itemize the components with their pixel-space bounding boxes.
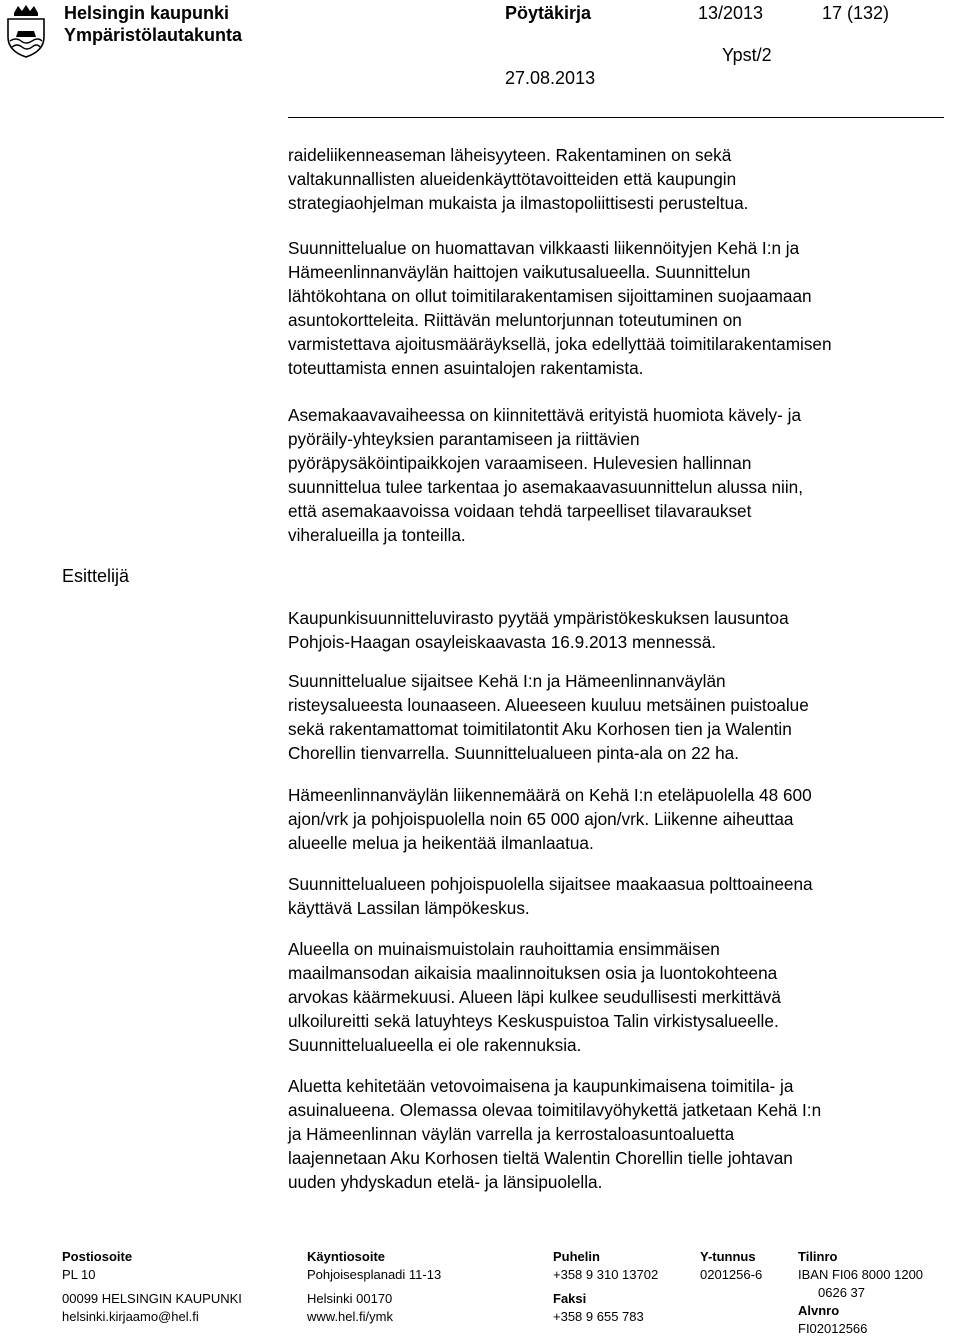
footer-label: Tilinro bbox=[798, 1249, 838, 1264]
text-line: Hämeenlinnanväylän haittojen vaikutusalueella. Suunnittelun bbox=[288, 262, 751, 282]
footer-label: Y-tunnus bbox=[700, 1249, 756, 1264]
org-name: Helsingin kaupunki bbox=[64, 3, 230, 23]
document-number: 13/2013 bbox=[698, 3, 764, 23]
text-line: Alueella on muinaismuistolain rauhoittamia ensimmäisen bbox=[288, 939, 720, 959]
paragraph-4 bbox=[288, 606, 948, 654]
helsinki-coat-of-arms-logo bbox=[4, 3, 48, 58]
footer-web-link[interactable]: www.hel.fi/ymk bbox=[307, 1309, 393, 1324]
footer-value: FI02012566 bbox=[798, 1321, 868, 1336]
page-number: 17 (132) bbox=[822, 3, 890, 23]
text-line: valtakunnallisten alueidenkäyttötavoitteiden että kaupungin bbox=[288, 169, 737, 189]
text-line: pyöräpysäköintipaikkojen varaamiseen. Hulevesien hallinnan bbox=[288, 453, 752, 473]
text-line: suunnittelua tulee tarkentaa jo asemakaavasuunnittelun alussa niin, bbox=[288, 477, 804, 497]
footer-value: 0201256-6 bbox=[700, 1267, 763, 1282]
text-line: strategiaohjelman mukaista ja ilmastopoliittisesti perusteltua. bbox=[288, 193, 749, 213]
text-line: Chorellin tienvarrella. Suunnittelualueen pinta-ala on 22 ha. bbox=[288, 743, 739, 763]
footer-label: Puhelin bbox=[553, 1249, 600, 1264]
paragraph-9 bbox=[288, 1074, 948, 1194]
text-line: ja Hämeenlinnan väylän varrella ja kerrostaloasuntoaluetta bbox=[288, 1124, 735, 1144]
paragraph-5 bbox=[288, 669, 948, 765]
document-type: Pöytäkirja bbox=[505, 3, 592, 23]
footer-value: +358 9 655 783 bbox=[553, 1309, 644, 1324]
paragraph-3 bbox=[288, 403, 948, 547]
footer-value: +358 9 310 13702 bbox=[553, 1267, 659, 1282]
text-line: Kaupunkisuunnitteluvirasto pyytää ympäristökeskuksen lausuntoa bbox=[288, 608, 789, 628]
paragraph-1 bbox=[288, 143, 948, 215]
text-line: Hämeenlinnanväylän liikennemäärä on Kehä I:n eteläpuolella 48 600 bbox=[288, 785, 812, 805]
footer-email-link[interactable]: helsinki.kirjaamo@hel.fi bbox=[62, 1309, 199, 1324]
footer-value: IBAN FI06 8000 1200 bbox=[798, 1267, 924, 1282]
text-line: asuinalueena. Olemassa olevaa toimitilavyöhykettä jatketaan Kehä I:n bbox=[288, 1100, 822, 1120]
committee-name: Ympäristölautakunta bbox=[64, 25, 243, 45]
text-line: viheralueilla ja tonteilla. bbox=[288, 525, 466, 545]
paragraph-6 bbox=[288, 783, 948, 855]
text-line: varmistettava ajoitusmääräyksellä, joka edellyttää toimitilarakentamisen bbox=[288, 334, 832, 354]
text-line: Suunnittelualueen pohjoispuolella sijaitsee maakaasua polttoaineena bbox=[288, 874, 813, 894]
text-line: asuntokortteleita. Riittävän meluntorjunnan toteutuminen on bbox=[288, 310, 742, 330]
text-line: risteysalueesta lounaaseen. Alueeseen kuuluu metsäinen puistoalue bbox=[288, 695, 809, 715]
footer-label: Käyntiosoite bbox=[307, 1249, 386, 1264]
text-line: sekä rakentamattomat toimitilatontit Aku Korhosen tien ja Walentin bbox=[288, 719, 792, 739]
text-line: Asemakaavavaiheessa on kiinnitettävä erityistä huomiota kävely- ja bbox=[288, 405, 802, 425]
text-line: Suunnittelualue sijaitsee Kehä I:n ja Hämeenlinnanväylän bbox=[288, 671, 726, 691]
meeting-date: 27.08.2013 bbox=[505, 68, 596, 88]
footer-postal bbox=[62, 1248, 242, 1326]
text-line: Pohjois-Haagan osayleiskaavasta 16.9.2013 mennessä. bbox=[288, 632, 717, 652]
presenter-label: Esittelijä bbox=[62, 566, 130, 586]
text-line: arvokas käärmekuusi. Alueen läpi kulkee seudullisesti merkittävä bbox=[288, 987, 781, 1007]
text-line: toteuttamista ennen asuintalojen rakentamista. bbox=[288, 358, 644, 378]
text-line: Aluetta kehitetään vetovoimaisena ja kaupunkimaisena toimitila- ja bbox=[288, 1076, 794, 1096]
text-line: laajennetaan Aku Korhosen tieltä Walentin Chorellin tielle johtavan bbox=[288, 1148, 793, 1168]
footer-label: Alvnro bbox=[798, 1303, 840, 1318]
text-line: maailmansodan aikaisia maalinnoituksen osia ja luontokohteena bbox=[288, 963, 778, 983]
text-line: ulkoilureitti sekä latuyhteys Keskuspuistoa Talin virkistysalueelle. bbox=[288, 1011, 779, 1031]
footer-value: 0626 37 bbox=[818, 1285, 865, 1300]
footer-value: 00099 HELSINGIN KAUPUNKI bbox=[62, 1291, 242, 1306]
footer-label: Faksi bbox=[553, 1291, 587, 1306]
paragraph-7 bbox=[288, 872, 948, 920]
text-line: Suunnittelualue on huomattavan vilkkaasti liikennöityjen Kehä I:n ja bbox=[288, 238, 800, 258]
footer-phone bbox=[553, 1248, 658, 1326]
text-line: lähtökohtana on ollut toimitilarakentamisen sijoittaminen suojaamaan bbox=[288, 286, 812, 306]
paragraph-2 bbox=[288, 236, 948, 380]
text-line: uuden yhdyskadun etelä- ja länsipuolella. bbox=[288, 1172, 603, 1192]
agenda-item-code: Ypst/2 bbox=[722, 45, 772, 65]
text-line: raideliikenneaseman läheisyyteen. Rakentaminen on sekä bbox=[288, 145, 732, 165]
text-line: Suunnittelualueella ei ole rakennuksia. bbox=[288, 1035, 582, 1055]
footer-visiting bbox=[307, 1248, 441, 1326]
text-line: käyttävä Lassilan lämpökeskus. bbox=[288, 898, 530, 918]
text-line: alueelle melua ja heikentää ilmanlaatua. bbox=[288, 833, 594, 853]
paragraph-8 bbox=[288, 937, 948, 1057]
footer-value: PL 10 bbox=[62, 1267, 96, 1282]
footer-value: Helsinki 00170 bbox=[307, 1291, 393, 1306]
text-line: että asemakaavoissa voidaan tehdä tarpeelliset tilavaraukset bbox=[288, 501, 752, 521]
text-line: ajon/vrk ja pohjoispuolella noin 65 000 ajon/vrk. Liikenne aiheuttaa bbox=[288, 809, 794, 829]
footer-label: Postiosoite bbox=[62, 1249, 133, 1264]
header-divider bbox=[288, 117, 944, 118]
footer-ytunnus bbox=[700, 1248, 762, 1284]
text-line: pyöräily-yhteyksien parantamiseen ja riittävien bbox=[288, 429, 640, 449]
footer-account bbox=[798, 1248, 923, 1338]
footer-value: Pohjoisesplanadi 11-13 bbox=[307, 1267, 442, 1282]
